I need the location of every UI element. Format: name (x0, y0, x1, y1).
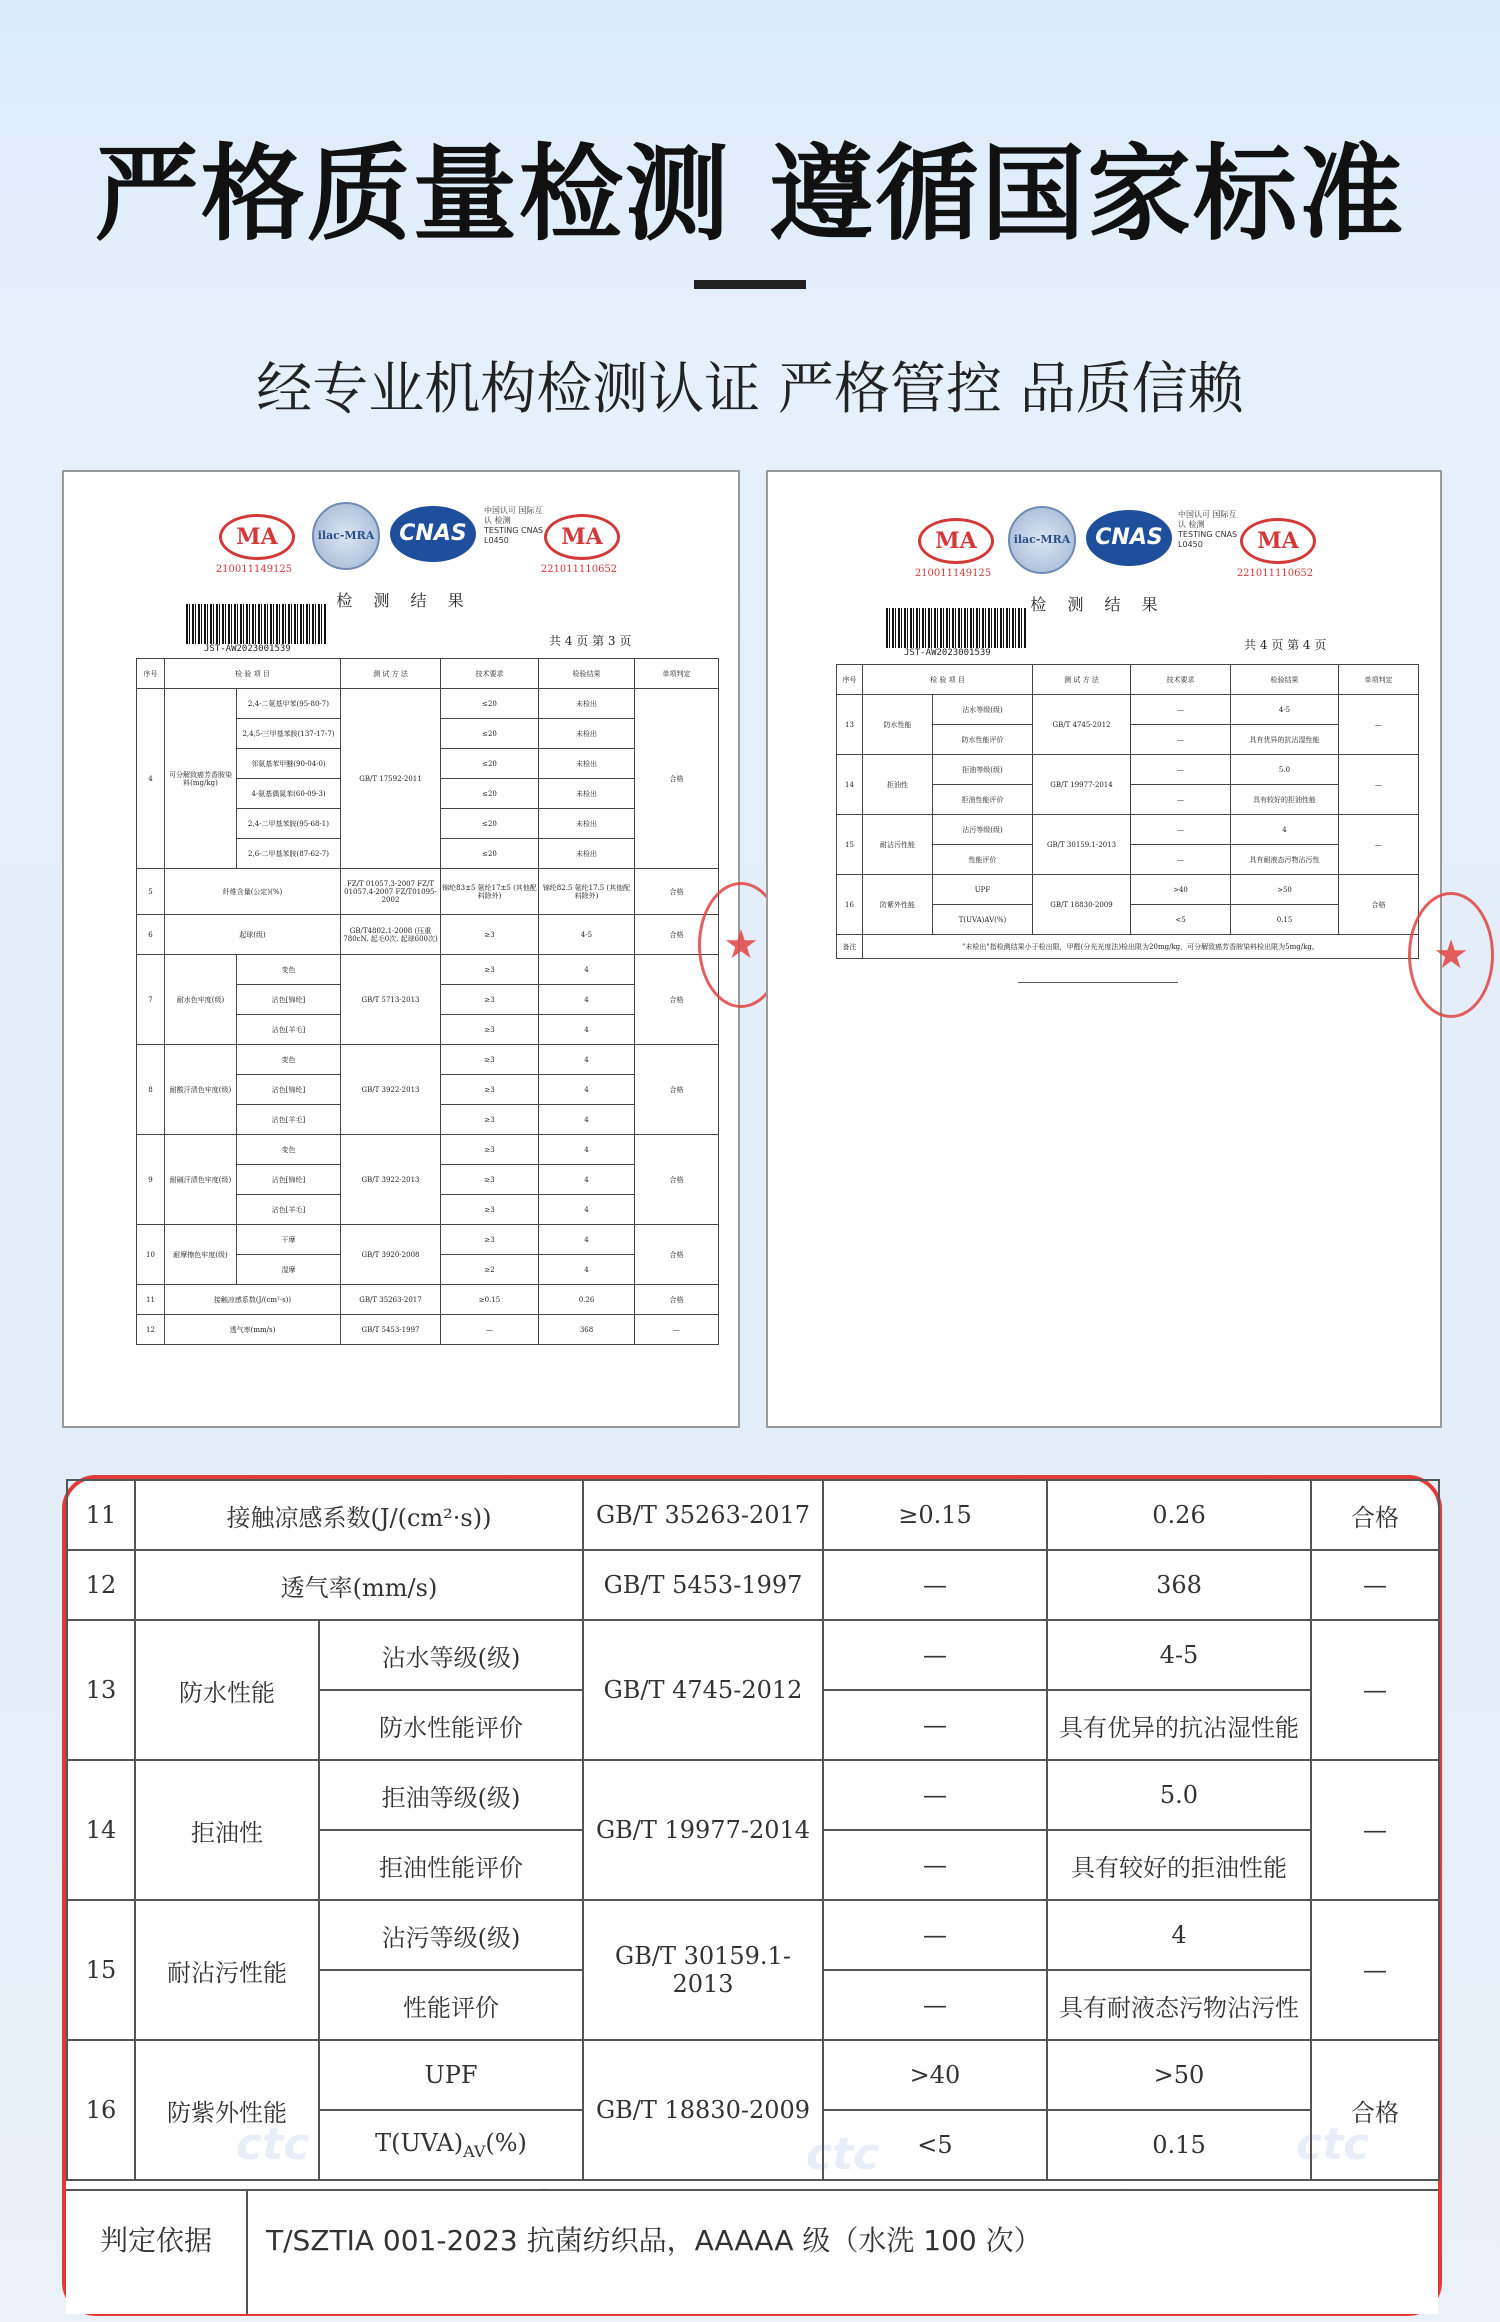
row-method: GB/T 30159.1-2013 (583, 1900, 823, 2040)
row-req: — (1131, 845, 1231, 875)
row-result: 368 (539, 1315, 635, 1345)
row-result: 锦纶82.5 氨纶17.5 (其他配料除外) (539, 869, 635, 915)
row-judge: 合格 (1311, 2040, 1439, 2180)
row-req: ≥3 (441, 915, 539, 955)
tuva-subscript: AV (463, 2141, 486, 2161)
row-sub: UPF (319, 2040, 583, 2110)
col-header-no: 序号 (837, 665, 863, 695)
zoomed-results-panel (62, 1475, 1442, 2316)
row-result: 未检出 (539, 779, 635, 809)
row-item: 耐碱汗渍色牢度(级) (165, 1135, 237, 1225)
col-header-result: 检验结果 (1231, 665, 1339, 695)
row-no: 13 (837, 695, 863, 755)
barcode-text: JST-AW2023001539 (904, 648, 991, 658)
row-no: 16 (837, 875, 863, 935)
cnas-note: 中国认可 国际互认 检测 TESTING CNAS L0450 (1178, 510, 1238, 549)
row-sub: T(UVA)AV(%) (933, 905, 1033, 935)
row-sub: 沾污等级(级) (319, 1900, 583, 1970)
row-sub: 沾污等级(级) (933, 815, 1033, 845)
row-judge: — (635, 1315, 719, 1345)
row-result: 368 (1047, 1550, 1311, 1620)
row-result: 未检出 (539, 749, 635, 779)
row-sub: 邻氨基苯甲醚(90-04-0) (237, 749, 341, 779)
report-title: 检 测 结 果 (1030, 595, 1166, 614)
row-judge: 合格 (1339, 875, 1419, 935)
row-judge: 合格 (635, 1135, 719, 1225)
report-page-4 (766, 470, 1469, 1428)
watermark: ctc (236, 2119, 310, 2170)
row-req: 锦纶83±5 氨纶17±5 (其他配料除外) (441, 869, 539, 915)
row-no: 13 (67, 1620, 135, 1760)
ilac-mra-logo: ilac-MRA (1008, 506, 1076, 574)
row-sub: 防水性能评价 (319, 1690, 583, 1760)
cnas-logo: CNAS (390, 506, 476, 562)
cma-logo: MA (544, 514, 620, 560)
col-header-method: 测 试 方 法 (341, 659, 441, 689)
row-method: GB/T 17592-2011 (341, 689, 441, 869)
row-req: — (823, 1970, 1047, 2040)
row-result: 具有耐液态污物沾污性 (1231, 845, 1339, 875)
row-req: — (823, 1830, 1047, 1900)
row-method: GB/T 3922-2013 (341, 1045, 441, 1135)
zoomed-results-table (66, 1479, 1440, 2181)
row-no: 14 (837, 755, 863, 815)
cma-code: 221011110652 (1236, 568, 1314, 579)
row-method: GB/T 19977-2014 (583, 1760, 823, 1900)
row-req: ≤20 (441, 839, 539, 869)
row-sub: UPF (933, 875, 1033, 905)
row-req: — (823, 1900, 1047, 1970)
row-result: 未检出 (539, 719, 635, 749)
row-judge: 合格 (635, 955, 719, 1045)
row-req: ≤20 (441, 689, 539, 719)
row-method: GB/T 5453-1997 (583, 1550, 823, 1620)
row-sub: 2,4,5-三甲基苯胺(137-17-7) (237, 719, 341, 749)
row-result: >50 (1231, 875, 1339, 905)
col-header-judge: 单项判定 (1339, 665, 1419, 695)
seal-stamp-icon: ★ (1408, 892, 1494, 1018)
row-item: 防紫外性能 (863, 875, 933, 935)
row-no: 4 (137, 689, 165, 869)
row-item: 防水性能 (135, 1620, 319, 1760)
row-result: 4 (539, 1015, 635, 1045)
row-req: >40 (1131, 875, 1231, 905)
row-no: 16 (67, 2040, 135, 2180)
row-req: ≥0.15 (441, 1285, 539, 1315)
row-item: 耐沾污性能 (135, 1900, 319, 2040)
row-judge: — (1311, 1620, 1439, 1760)
row-result: 4 (539, 1225, 635, 1255)
row-judge: — (1339, 755, 1419, 815)
row-sub: 干摩 (237, 1225, 341, 1255)
row-result: 4-5 (1047, 1620, 1311, 1690)
row-no: 12 (67, 1550, 135, 1620)
row-judge: — (1311, 1900, 1439, 2040)
row-no: 5 (137, 869, 165, 915)
barcode (886, 608, 1026, 648)
end-line (1018, 982, 1178, 983)
cma-code: 221011110652 (540, 564, 618, 575)
row-item: 耐酸汗渍色牢度(级) (165, 1045, 237, 1135)
row-method: GB/T 5453-1997 (341, 1315, 441, 1345)
cma-logo: MA (219, 514, 295, 560)
col-header-result: 检验结果 (539, 659, 635, 689)
row-req: ≤20 (441, 809, 539, 839)
ilac-mra-logo: ilac-MRA (312, 502, 380, 570)
row-sub: 4-氨基偶氮苯(60-09-3) (237, 779, 341, 809)
cma-code: 210011149125 (914, 568, 992, 579)
row-req: ≥0.15 (823, 1480, 1047, 1550)
row-sub: 沾色[锦纶] (237, 1165, 341, 1195)
judgement-basis (66, 2189, 1438, 2314)
row-no: 7 (137, 955, 165, 1045)
row-sub: 变色 (237, 1045, 341, 1075)
row-result: 4-5 (539, 915, 635, 955)
row-no: 14 (67, 1760, 135, 1900)
row-item: 接触凉感系数(J/(cm²·s)) (165, 1285, 341, 1315)
row-result: 4-5 (1231, 695, 1339, 725)
seal-stamp-icon: ★ (698, 882, 784, 1008)
remark-label: 备注 (837, 935, 863, 959)
row-method: FZ/T 01057.3-2007 FZ/T 01057.4-2007 FZ/T01095-2002 (341, 869, 441, 915)
row-judge: — (1339, 815, 1419, 875)
row-judge: 合格 (635, 1285, 719, 1315)
row-result: >50 (1047, 2040, 1311, 2110)
row-sub: 湿摩 (237, 1255, 341, 1285)
row-req: — (1131, 785, 1231, 815)
report-page-3 (62, 470, 759, 1428)
row-result: 0.26 (1047, 1480, 1311, 1550)
row-result: 4 (539, 1255, 635, 1285)
row-req: — (1131, 725, 1231, 755)
row-sub: 沾色[锦纶] (237, 985, 341, 1015)
row-result: 未检出 (539, 689, 635, 719)
cma-logo: MA (1240, 518, 1316, 564)
row-result: 4 (539, 1045, 635, 1075)
row-item: 防水性能 (863, 695, 933, 755)
row-req: — (823, 1690, 1047, 1760)
row-result: 5.0 (1047, 1760, 1311, 1830)
row-judge: — (1311, 1550, 1439, 1620)
row-sub: 性能评价 (933, 845, 1033, 875)
row-method: GB/T 4745-2012 (583, 1620, 823, 1760)
row-no: 10 (137, 1225, 165, 1285)
col-header-no: 序号 (137, 659, 165, 689)
row-result: 4 (539, 955, 635, 985)
row-result: 0.26 (539, 1285, 635, 1315)
row-req: ≥3 (441, 1195, 539, 1225)
cnas-logo: CNAS (1086, 510, 1172, 566)
row-result: 未检出 (539, 839, 635, 869)
row-req: — (823, 1620, 1047, 1690)
row-item: 防紫外性能 (135, 2040, 319, 2180)
row-item: 耐水色牢度(级) (165, 955, 237, 1045)
row-no: 15 (837, 815, 863, 875)
row-item: 接触凉感系数(J/(cm²·s)) (135, 1480, 583, 1550)
row-no: 9 (137, 1135, 165, 1225)
row-item: 可分解致癌芳香胺染料(mg/kg) (165, 689, 237, 869)
results-table (136, 658, 719, 1345)
row-req: ≥3 (441, 955, 539, 985)
row-sub: 拒油等级(级) (319, 1760, 583, 1830)
col-header-item: 检 验 项 目 (165, 659, 341, 689)
row-result: 4 (539, 1195, 635, 1225)
row-req: ≥3 (441, 1135, 539, 1165)
row-sub (319, 2110, 583, 2180)
page-title: 严格质量检测 遵循国家标准 (94, 133, 1406, 255)
cma-code: 210011149125 (215, 564, 293, 575)
row-item: 耐摩擦色牢度(级) (165, 1225, 237, 1285)
row-sub: 变色 (237, 955, 341, 985)
row-sub: 拒油等级(级) (933, 755, 1033, 785)
row-sub: 2,4-二氨基甲苯(95-80-7) (237, 689, 341, 719)
row-req: ≥3 (441, 985, 539, 1015)
row-result: 4 (1231, 815, 1339, 845)
row-sub: 沾色[羊毛] (237, 1105, 341, 1135)
row-sub: 2,4-二甲基苯胺(95-68-1) (237, 809, 341, 839)
watermark: ctc (1296, 2119, 1370, 2170)
row-req: ≥3 (441, 1165, 539, 1195)
row-judge: 合格 (635, 689, 719, 869)
row-item: 拒油性 (135, 1760, 319, 1900)
row-req: — (441, 1315, 539, 1345)
row-no: 11 (137, 1285, 165, 1315)
page-subtitle: 经专业机构检测认证 严格管控 品质信赖 (256, 357, 1244, 422)
row-no: 11 (67, 1480, 135, 1550)
row-no: 12 (137, 1315, 165, 1345)
row-judge: 合格 (635, 915, 719, 955)
row-method: GB/T 5713-2013 (341, 955, 441, 1045)
row-result: 4 (539, 1105, 635, 1135)
row-item: 透气率(mm/s) (165, 1315, 341, 1345)
row-result: 具有较好的拒油性能 (1047, 1830, 1311, 1900)
barcode (186, 604, 326, 644)
row-req: ≥2 (441, 1255, 539, 1285)
tuva-label: T(UVA) (375, 2129, 464, 2158)
row-judge: — (1311, 1760, 1439, 1900)
row-result: 4 (1047, 1900, 1311, 1970)
watermark: ctc (806, 2129, 880, 2180)
row-result: 具有耐液态污物沾污性 (1047, 1970, 1311, 2040)
row-sub: 拒油性能评价 (319, 1830, 583, 1900)
row-req: — (1131, 755, 1231, 785)
col-header-req: 技术要求 (441, 659, 539, 689)
row-no: 8 (137, 1045, 165, 1135)
row-method: GB/T 35263-2017 (583, 1480, 823, 1550)
page-number: 共 4 页 第 4 页 (1244, 638, 1327, 652)
row-req: — (1131, 695, 1231, 725)
row-result: 5.0 (1231, 755, 1339, 785)
cnas-note: 中国认可 国际互认 检测 TESTING CNAS L0450 (484, 506, 544, 545)
row-method: GB/T4802.1-2008 (压重780cN, 起毛0次, 起球600次) (341, 915, 441, 955)
row-req: <5 (823, 2110, 1047, 2180)
row-no: 6 (137, 915, 165, 955)
row-req: ≥3 (441, 1105, 539, 1135)
row-req: ≥3 (441, 1045, 539, 1075)
row-result: 未检出 (539, 809, 635, 839)
row-method: GB/T 18830-2009 (1033, 875, 1131, 935)
row-sub: 沾水等级(级) (933, 695, 1033, 725)
row-method: GB/T 3920-2008 (341, 1225, 441, 1285)
row-item: 耐沾污性能 (863, 815, 933, 875)
results-table (836, 664, 1419, 959)
row-sub: 防水性能评价 (933, 725, 1033, 755)
row-judge: 合格 (635, 1045, 719, 1135)
col-header-method: 测 试 方 法 (1033, 665, 1131, 695)
basis-label: 判定依据 (66, 2191, 248, 2314)
row-item: 拒油性 (863, 755, 933, 815)
page-number: 共 4 页 第 3 页 (549, 634, 632, 648)
cma-logo: MA (918, 518, 994, 564)
row-method: GB/T 4745-2012 (1033, 695, 1131, 755)
row-sub: 沾色[羊毛] (237, 1195, 341, 1225)
row-judge: — (1339, 695, 1419, 755)
row-sub: 性能评价 (319, 1970, 583, 2040)
row-result: 4 (539, 1135, 635, 1165)
row-req: ≤20 (441, 749, 539, 779)
report-title: 检 测 结 果 (336, 591, 472, 610)
barcode-text: JST-AW2023001539 (204, 644, 291, 654)
row-sub: 沾色[羊毛] (237, 1015, 341, 1045)
basis-text: T/SZTIA 001-2023 抗菌纺织品，AAAAA 级（水洗 100 次） (266, 2224, 1042, 2257)
row-req: — (1131, 815, 1231, 845)
row-result: 0.15 (1047, 2110, 1311, 2180)
row-item: 透气率(mm/s) (135, 1550, 583, 1620)
row-judge: 合格 (635, 1225, 719, 1285)
row-req: ≥3 (441, 1075, 539, 1105)
title-divider (694, 280, 806, 289)
row-sub: 沾水等级(级) (319, 1620, 583, 1690)
row-req: <5 (1131, 905, 1231, 935)
row-judge: 合格 (635, 869, 719, 915)
row-item: 纤维含量(公定)(%) (165, 869, 341, 915)
row-req: >40 (823, 2040, 1047, 2110)
row-req: ≥3 (441, 1225, 539, 1255)
row-result: 具有优异的抗沾湿性能 (1047, 1690, 1311, 1760)
remark-text: "未检出"指检测结果小于检出限，甲醛(分光光度法)检出限为20mg/kg，可分解致癌芳香胺染料检出限为5mg/kg。 (863, 935, 1419, 959)
row-method: GB/T 35263-2017 (341, 1285, 441, 1315)
col-header-item: 检 验 项 目 (863, 665, 1033, 695)
row-req: — (823, 1760, 1047, 1830)
tuva-unit: (%) (485, 2129, 527, 2158)
row-result: 4 (539, 1165, 635, 1195)
col-header-judge: 单项判定 (635, 659, 719, 689)
row-no: 15 (67, 1900, 135, 2040)
row-method: GB/T 18830-2009 (583, 2040, 823, 2180)
row-result: 4 (539, 1075, 635, 1105)
row-sub: 拒油性能评价 (933, 785, 1033, 815)
row-method: GB/T 30159.1-2013 (1033, 815, 1131, 875)
col-header-req: 技术要求 (1131, 665, 1231, 695)
row-method: GB/T 3922-2013 (341, 1135, 441, 1225)
row-req: — (823, 1550, 1047, 1620)
row-result: 4 (539, 985, 635, 1015)
row-req: ≤20 (441, 779, 539, 809)
row-sub: 沾色[锦纶] (237, 1075, 341, 1105)
row-item: 起球(级) (165, 915, 341, 955)
row-judge: 合格 (1311, 1480, 1439, 1550)
row-method: GB/T 19977-2014 (1033, 755, 1131, 815)
row-result: 具有优异的抗沾湿性能 (1231, 725, 1339, 755)
row-result: 具有较好的拒油性能 (1231, 785, 1339, 815)
row-req: ≤20 (441, 719, 539, 749)
row-sub: 2,6-二甲基苯胺(87-62-7) (237, 839, 341, 869)
row-result: 0.15 (1231, 905, 1339, 935)
row-sub: 变色 (237, 1135, 341, 1165)
row-req: ≥3 (441, 1015, 539, 1045)
